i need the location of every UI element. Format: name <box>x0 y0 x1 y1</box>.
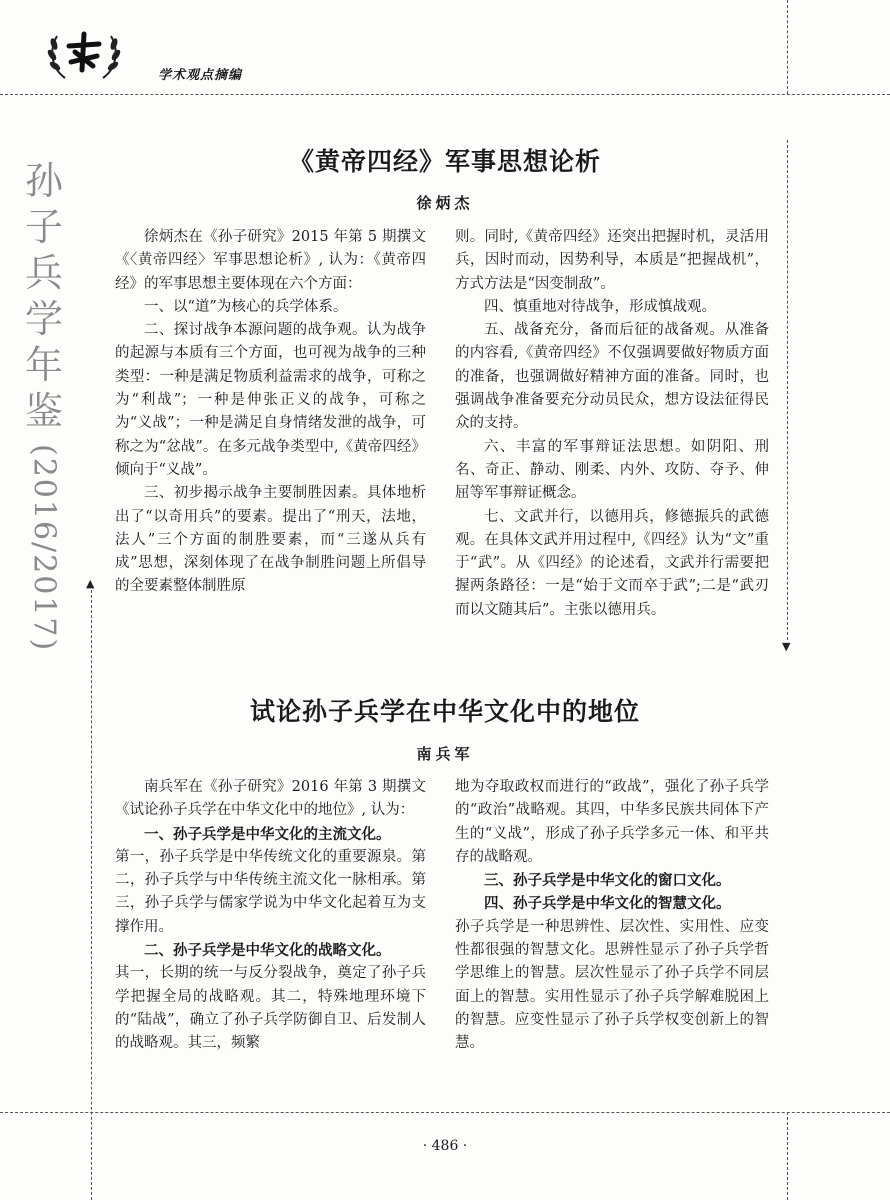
side-title-char: 学 <box>24 297 63 341</box>
right-margin-rule <box>787 0 788 94</box>
paragraph: 南兵军在《孙子研究》2016 年第 3 期撰文《试论孙子兵学在中华文化中的地位》, 认为： <box>115 779 426 819</box>
paragraph: 地为夺取政权而进行的“政战”，强化了孙子兵学的“政治”战略观。其四，中华多民族共同体下产生的“义战”，形成了孙子兵学多元一体、和平共存的战略观。 <box>455 779 769 865</box>
subheading: 四、孙子兵学是中华文化的智慧文化。 <box>484 895 731 913</box>
laurel-emblem-icon <box>45 22 123 84</box>
subheading: 二、孙子兵学是中华文化的战略文化。 <box>144 942 391 960</box>
article1-title: 《黄帝四经》军事思想论析 <box>288 147 601 176</box>
paragraph: 三、初步揭示战争主要制胜因素。具体地析出了“以奇用兵”的要素。提出了“刑天，法地，法人”三个方面的制胜要素，而“三遂从兵有成”思想，深刻体现了在战争制胜问题上所倡导的全要素整体制胜原 <box>115 485 426 595</box>
side-title-char: 子 <box>24 205 63 249</box>
left-cut-line <box>91 590 92 1200</box>
side-title-year: (2016/2017) <box>26 444 62 653</box>
paragraph: 则。同时,《黄帝四经》还突出把握时机，灵活用兵，因时而动，因势利导，本质是“把握战机”，方式方法是“因变制敌”。 <box>455 229 769 292</box>
article1-left-column <box>115 226 426 599</box>
paragraph: 七、文武并行，以德用兵，修德振兵的武德观。在具体文武并用过程中,《四经》认为“文”重于“武”。从《四经》的论述看，文武并行需要把握两条路径：一是“始于文而卒于武”;二是“武刃而以文随其后”。主张以德用兵。 <box>455 508 769 618</box>
article1-right-column <box>455 226 769 622</box>
paragraph: 孙子兵学是一种思辨性、层次性、实用性、应变性都很强的智慧文化。思辨性显示了孙子兵学哲学思维上的智慧。层次性显示了孙子兵学不同层面上的智慧。实用性显示了孙子兵学解难脱困上的智慧。应变性显示了孙子兵学权变创新上的智慧。 <box>455 918 769 1052</box>
right-cut-line <box>787 140 788 640</box>
article2-author: 南兵军 <box>416 745 474 763</box>
subheading: 一、孙子兵学是中华文化的主流文化。 <box>144 825 391 843</box>
paragraph: 二、探讨战争本源问题的战争观。认为战争的起源与本质有三个方面，也可视为战争的三种类型：一种是满足物质利益需求的战争，可称之为“利战”；一种是伸张正义的战争，可称之为“义战”；一种是满足自身情绪发泄的战争，可称之为“忿战”。在多元战争类型中,《黄帝四经》倾向于“义战”。 <box>115 322 426 478</box>
up-arrow-icon: ▲ <box>86 577 95 590</box>
yearbook-side-title <box>18 158 70 652</box>
down-arrow-icon: ▼ <box>782 640 791 653</box>
article2-left-column <box>115 776 426 1056</box>
paragraph: 五、战备充分，备而后征的战备观。从准备的内容看,《黄帝四经》不仅强调要做好物质方面的准备，也强调做好精神方面的准备。同时，也强调战争准备要充分动员民众，想方设法征得民众的支持。 <box>455 322 769 432</box>
header-rule <box>0 94 890 95</box>
paragraph: 六、丰富的军事辩证法思想。如阴阳、刑名、奇正、静动、刚柔、内外、攻防、夺予、伸屈等军事辩证概念。 <box>455 438 769 502</box>
side-title-char: 孙 <box>24 159 63 203</box>
side-title-char: 鉴 <box>24 389 63 433</box>
article1-author: 徐炳杰 <box>416 194 474 212</box>
paragraph: 其一，长期的统一与反分裂战争，奠定了孙子兵学把握全局的战略观。其二，特殊地理环境下的“陆战”，确立了孙子兵学防御自卫、后发制人的战略观。其三，频繁 <box>115 965 426 1052</box>
footer-rule <box>0 1112 890 1113</box>
subheading: 三、孙子兵学是中华文化的窗口文化。 <box>484 872 731 890</box>
paragraph: 徐炳杰在《孙子研究》2015 年第 5 期撰文《〈黄帝四经〉军事思想论析》, 认为：《黄帝四经》的军事思想主要体现在六个方面： <box>115 229 426 292</box>
paragraph: 第一，孙子兵学是中华传统文化的重要源泉。第二，孙子兵学与中华传统主流文化一脉相承。第三，孙子兵学与儒家学说为中华文化起着互为支撑作用。 <box>115 848 426 935</box>
bottom-right-rule <box>787 1112 788 1200</box>
paragraph: 四、慎重地对待战争，形成慎战观。 <box>484 298 716 315</box>
article2-right-column <box>455 776 769 1056</box>
section-label: 学术观点摘编 <box>158 68 243 83</box>
page-number: · 486 · <box>422 1138 468 1154</box>
paragraph: 一、以“道”为核心的兵学体系。 <box>144 298 348 315</box>
side-title-char: 年 <box>24 343 63 387</box>
article2-title: 试论孙子兵学在中华文化中的地位 <box>249 697 640 726</box>
side-title-char: 兵 <box>24 251 63 295</box>
